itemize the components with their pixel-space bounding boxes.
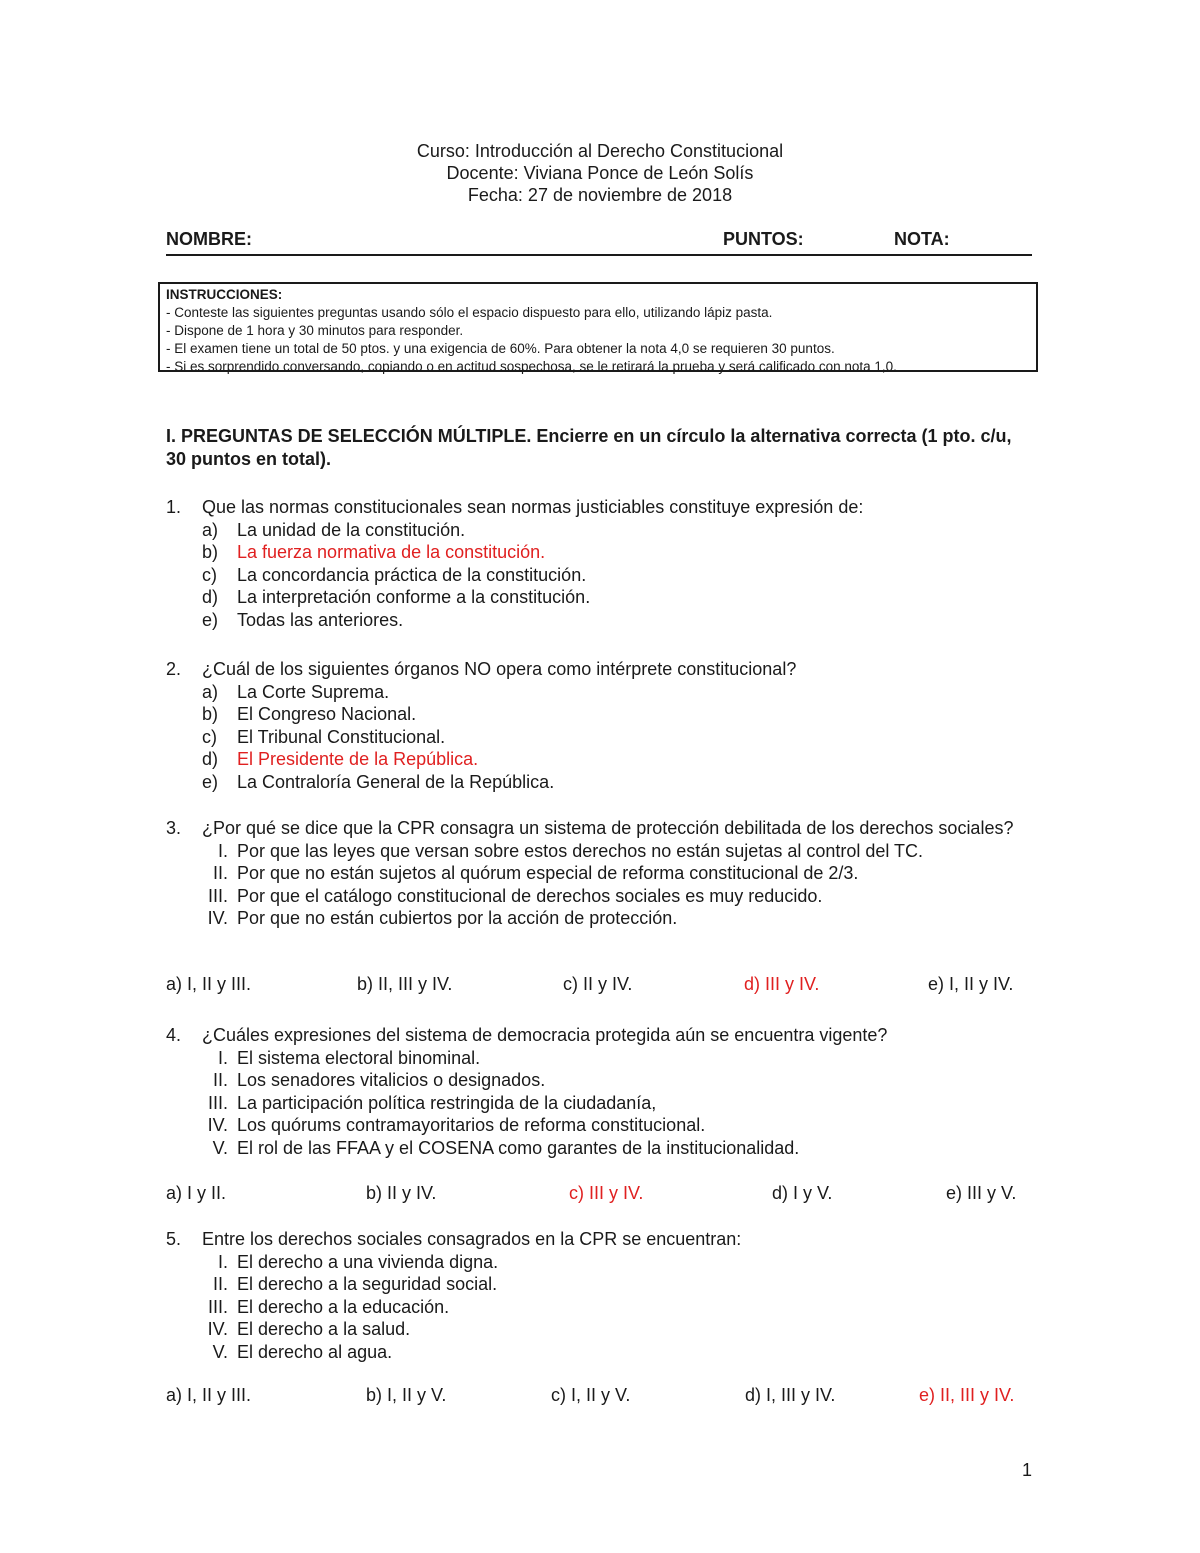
question-stem	[166, 817, 1036, 840]
statement-v	[166, 1341, 1036, 1364]
statement-text: El derecho a la seguridad social.	[237, 1274, 498, 1295]
statement-text: Los quórums contramayoritarios de reforma constitucional.	[237, 1115, 706, 1136]
question-number: 2.	[166, 659, 182, 679]
question-stem	[166, 1228, 1036, 1251]
statement-label: II.	[212, 1070, 228, 1091]
statement-text: Por que el catálogo constitucional de derechos sociales es muy reducido.	[237, 885, 823, 906]
option-text: El Congreso Nacional.	[237, 704, 417, 725]
answer-b[interactable]: b) II, III y IV.	[357, 974, 453, 994]
answer-e[interactable]: e) I, II y IV.	[928, 974, 1014, 994]
question-stem	[166, 496, 1036, 519]
statement-i	[166, 1251, 1036, 1274]
statement-text: El sistema electoral binominal.	[237, 1047, 481, 1068]
points-label: PUNTOS:	[723, 229, 804, 249]
answer-a[interactable]: a) I y II.	[166, 1183, 227, 1203]
option-b-correct[interactable]	[166, 541, 1036, 564]
statement-text: El derecho a la salud.	[237, 1319, 411, 1340]
option-text: La unidad de la constitución.	[237, 519, 466, 540]
instruction-item: - Dispone de 1 hora y 30 minutos para responder.	[166, 323, 464, 338]
statement-ii	[166, 1069, 1036, 1092]
question-text: Que las normas constitucionales sean normas justiciables constituye expresión de:	[202, 497, 864, 517]
question-stem	[166, 658, 1036, 681]
question-number: 5.	[166, 1229, 182, 1249]
option-text: La Corte Suprema.	[237, 681, 390, 702]
question-text: ¿Cuál de los siguientes órganos NO opera como intérprete constitucional?	[202, 659, 797, 679]
option-label: d)	[202, 749, 219, 770]
statement-label: I.	[217, 840, 228, 861]
option-text: El Presidente de la República.	[237, 749, 479, 770]
instruction-item: - Si es sorprendido conversando, copiando o en actitud sospechosa, se le retirará la prueba y será calificado con nota 1,0.	[166, 359, 897, 374]
course-line: Curso: Introducción al Derecho Constitucional	[416, 141, 784, 161]
statement-text: La participación política restringida de la ciudadanía,	[237, 1092, 657, 1113]
instruction-item: - El examen tiene un total de 50 ptos. y una exigencia de 60%. Para obtener la nota 4,0 se requieren 30 puntos.	[166, 341, 835, 356]
statement-text: El derecho a una vivienda digna.	[237, 1251, 499, 1272]
statement-ii	[166, 862, 1036, 885]
question-stem	[166, 1024, 1036, 1047]
instructions-title: INSTRUCCIONES:	[166, 287, 283, 302]
statement-label: I.	[217, 1047, 228, 1068]
statement-text: Por que las leyes que versan sobre estos derechos no están sujetas al control del TC.	[237, 840, 924, 861]
question-5-answers	[166, 1385, 1036, 1409]
statement-ii	[166, 1273, 1036, 1296]
option-label: a)	[202, 519, 219, 540]
statement-text: Por que no están sujetos al quórum especial de reforma constitucional de 2/3.	[237, 863, 859, 884]
option-label: e)	[202, 771, 219, 792]
answer-c-correct[interactable]: c) III y IV.	[569, 1183, 644, 1203]
teacher-line: Docente: Viviana Ponce de León Solís	[446, 163, 754, 183]
option-d-correct[interactable]	[166, 748, 1036, 771]
question-text: Entre los derechos sociales consagrados en la CPR se encuentran:	[202, 1229, 742, 1249]
answer-d[interactable]: d) I, III y IV.	[745, 1385, 836, 1405]
statement-iii	[166, 885, 1036, 908]
answer-d-correct[interactable]: d) III y IV.	[744, 974, 820, 994]
instructions-box	[158, 282, 1038, 372]
statement-label: V.	[212, 1137, 228, 1158]
statement-i	[166, 1047, 1036, 1070]
question-2	[166, 658, 1036, 794]
instruction-item: - Conteste las siguientes preguntas usando sólo el espacio dispuesto para ello, utilizando lápiz pasta.	[166, 305, 773, 320]
option-label: e)	[202, 609, 219, 630]
option-label: c)	[202, 564, 217, 585]
option-c[interactable]	[166, 726, 1036, 749]
answer-c[interactable]: c) II y IV.	[563, 974, 633, 994]
statement-label: III.	[207, 1092, 228, 1113]
question-4-answers	[166, 1183, 1036, 1207]
statement-label: I.	[217, 1251, 228, 1272]
question-number: 4.	[166, 1025, 182, 1045]
answer-a[interactable]: a) I, II y III.	[166, 974, 252, 994]
answer-d[interactable]: d) I y V.	[772, 1183, 833, 1203]
option-e[interactable]	[166, 771, 1036, 794]
option-text: La interpretación conforme a la constitución.	[237, 587, 591, 608]
option-d[interactable]	[166, 586, 1036, 609]
option-label: c)	[202, 726, 217, 747]
answer-e[interactable]: e) III y V.	[946, 1183, 1017, 1203]
option-c[interactable]	[166, 564, 1036, 587]
option-a[interactable]	[166, 519, 1036, 542]
statement-text: El derecho a la educación.	[237, 1296, 450, 1317]
question-5	[166, 1228, 1036, 1364]
question-number: 3.	[166, 818, 182, 838]
statement-text: Los senadores vitalicios o designados.	[237, 1070, 546, 1091]
option-label: b)	[202, 542, 219, 563]
statement-label: II.	[212, 863, 228, 884]
answer-c[interactable]: c) I, II y V.	[551, 1385, 631, 1405]
statement-iii	[166, 1092, 1036, 1115]
student-info-bar	[166, 229, 1032, 256]
option-text: El Tribunal Constitucional.	[237, 726, 446, 747]
name-label: NOMBRE:	[166, 229, 252, 249]
question-number: 1.	[166, 497, 182, 517]
page-number: 1	[1022, 1460, 1033, 1480]
answer-b[interactable]: b) I, II y V.	[366, 1385, 447, 1405]
exam-header	[0, 140, 1200, 206]
answer-a[interactable]: a) I, II y III.	[166, 1385, 252, 1405]
option-text: Todas las anteriores.	[237, 609, 404, 630]
option-text: La Contraloría General de la República.	[237, 771, 555, 792]
option-label: b)	[202, 704, 219, 725]
question-3	[166, 817, 1036, 930]
statement-label: III.	[207, 885, 228, 906]
question-text: ¿Por qué se dice que la CPR consagra un sistema de protección debilitada de los derechos sociales?	[202, 818, 1014, 838]
grade-label: NOTA:	[894, 229, 950, 249]
date-line: Fecha: 27 de noviembre de 2018	[467, 185, 733, 205]
option-text: La fuerza normativa de la constitución.	[237, 542, 546, 563]
statement-label: IV.	[207, 908, 228, 929]
statement-iv	[166, 1114, 1036, 1137]
question-text: ¿Cuáles expresiones del sistema de democracia protegida aún se encuentra vigente?	[202, 1025, 888, 1045]
statement-text: El derecho al agua.	[237, 1341, 393, 1362]
option-a[interactable]	[166, 681, 1036, 704]
statement-text: Por que no están cubiertos por la acción de protección.	[237, 908, 678, 929]
option-b[interactable]	[166, 703, 1036, 726]
statement-label: V.	[212, 1341, 228, 1362]
statement-iii	[166, 1296, 1036, 1319]
option-e[interactable]	[166, 609, 1036, 632]
question-1	[166, 496, 1036, 632]
answer-e-correct[interactable]: e) II, III y IV.	[919, 1385, 1015, 1405]
section-title: I. PREGUNTAS DE SELECCIÓN MÚLTIPLE. Encierre en un círculo la alternativa correcta (1 pto. c/u, 30 puntos en total).	[166, 426, 1012, 469]
answer-b[interactable]: b) II y IV.	[366, 1183, 437, 1203]
statement-label: IV.	[207, 1319, 228, 1340]
statement-label: III.	[207, 1296, 228, 1317]
option-label: a)	[202, 681, 219, 702]
statement-text: El rol de las FFAA y el COSENA como garantes de la institucionalidad.	[237, 1137, 800, 1158]
question-4	[166, 1024, 1036, 1160]
statement-label: IV.	[207, 1115, 228, 1136]
option-label: d)	[202, 587, 219, 608]
statement-i	[166, 840, 1036, 863]
statement-iv	[166, 907, 1036, 930]
statement-v	[166, 1137, 1036, 1160]
question-3-answers	[166, 974, 1036, 998]
option-text: La concordancia práctica de la constitución.	[237, 564, 587, 585]
statement-iv	[166, 1318, 1036, 1341]
statement-label: II.	[212, 1274, 228, 1295]
